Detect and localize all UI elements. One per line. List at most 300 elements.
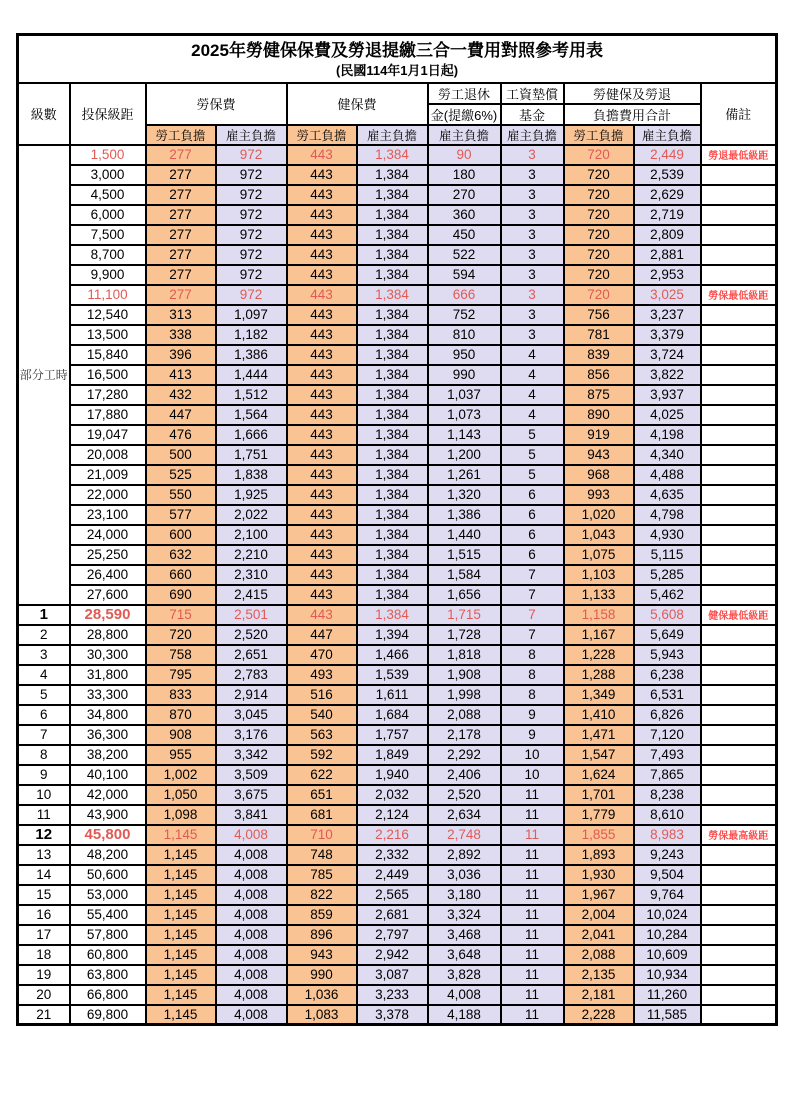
health-employer-cell: 1,611 bbox=[357, 685, 428, 705]
pension-header-line2: 金(提繳6%) bbox=[428, 104, 501, 125]
health-employer-cell: 1,384 bbox=[357, 565, 428, 585]
wage-fund-cell: 9 bbox=[501, 705, 564, 725]
level-cell: 13 bbox=[18, 845, 70, 865]
health-employer-cell: 1,684 bbox=[357, 705, 428, 725]
labor-employer-cell: 1,666 bbox=[216, 425, 287, 445]
wage-fund-cell: 6 bbox=[501, 545, 564, 565]
wage-fund-cell: 11 bbox=[501, 845, 564, 865]
labor-employee-cell: 908 bbox=[146, 725, 216, 745]
labor-employee-cell: 277 bbox=[146, 205, 216, 225]
total-employee-cell: 1,624 bbox=[564, 765, 634, 785]
total-employer-subheader: 雇主負擔 bbox=[634, 125, 701, 145]
wage-fund-cell: 4 bbox=[501, 345, 564, 365]
labor-employer-cell: 3,509 bbox=[216, 765, 287, 785]
labor-employee-cell: 1,145 bbox=[146, 945, 216, 965]
pension-cell: 810 bbox=[428, 325, 501, 345]
bracket-cell: 31,800 bbox=[70, 665, 146, 685]
bracket-cell: 11,100 bbox=[70, 285, 146, 305]
health-employer-subheader: 雇主負擔 bbox=[357, 125, 428, 145]
health-employer-cell: 2,332 bbox=[357, 845, 428, 865]
total-employee-cell: 2,088 bbox=[564, 945, 634, 965]
labor-employer-cell: 2,520 bbox=[216, 625, 287, 645]
health-employee-cell: 443 bbox=[287, 185, 357, 205]
labor-employer-cell: 2,651 bbox=[216, 645, 287, 665]
wage-fund-cell: 4 bbox=[501, 385, 564, 405]
bracket-cell: 38,200 bbox=[70, 745, 146, 765]
wage-fund-cell: 11 bbox=[501, 925, 564, 945]
labor-employer-cell: 2,210 bbox=[216, 545, 287, 565]
labor-employee-cell: 500 bbox=[146, 445, 216, 465]
note-cell bbox=[701, 585, 777, 605]
wage-fund-cell: 10 bbox=[501, 765, 564, 785]
total-employee-cell: 890 bbox=[564, 405, 634, 425]
bracket-cell: 28,590 bbox=[70, 605, 146, 625]
pension-cell: 752 bbox=[428, 305, 501, 325]
health-employer-cell: 1,384 bbox=[357, 205, 428, 225]
total-employer-cell: 8,983 bbox=[634, 825, 701, 845]
wage-fund-cell: 4 bbox=[501, 405, 564, 425]
level-cell: 6 bbox=[18, 705, 70, 725]
total-employee-cell: 1,043 bbox=[564, 525, 634, 545]
note-cell bbox=[701, 165, 777, 185]
total-employer-cell: 4,930 bbox=[634, 525, 701, 545]
table-row bbox=[18, 285, 777, 305]
table-row bbox=[18, 405, 777, 425]
health-employee-subheader: 勞工負擔 bbox=[287, 125, 357, 145]
total-employer-cell: 2,953 bbox=[634, 265, 701, 285]
labor-employer-cell: 972 bbox=[216, 265, 287, 285]
labor-employer-cell: 3,841 bbox=[216, 805, 287, 825]
total-employee-cell: 2,041 bbox=[564, 925, 634, 945]
note-cell: 勞保最低級距 bbox=[701, 285, 777, 305]
note-cell bbox=[701, 305, 777, 325]
table-row bbox=[18, 185, 777, 205]
total-employee-cell: 720 bbox=[564, 165, 634, 185]
pension-cell: 1,143 bbox=[428, 425, 501, 445]
labor-employee-cell: 1,145 bbox=[146, 985, 216, 1005]
pension-cell: 2,520 bbox=[428, 785, 501, 805]
health-employer-cell: 3,378 bbox=[357, 1005, 428, 1025]
health-employer-cell: 1,394 bbox=[357, 625, 428, 645]
total-employee-cell: 1,410 bbox=[564, 705, 634, 725]
title-cell bbox=[18, 35, 777, 83]
note-cell bbox=[701, 945, 777, 965]
wage-fund-cell: 3 bbox=[501, 265, 564, 285]
pension-cell: 594 bbox=[428, 265, 501, 285]
pension-cell: 2,748 bbox=[428, 825, 501, 845]
table-row bbox=[18, 345, 777, 365]
health-employee-cell: 592 bbox=[287, 745, 357, 765]
labor-employee-cell: 632 bbox=[146, 545, 216, 565]
labor-employee-cell: 432 bbox=[146, 385, 216, 405]
health-employer-cell: 1,384 bbox=[357, 405, 428, 425]
bracket-cell: 7,500 bbox=[70, 225, 146, 245]
labor-employer-cell: 3,045 bbox=[216, 705, 287, 725]
total-employee-cell: 919 bbox=[564, 425, 634, 445]
note-cell bbox=[701, 225, 777, 245]
total-employee-cell: 2,004 bbox=[564, 905, 634, 925]
level-cell: 16 bbox=[18, 905, 70, 925]
total-employee-cell: 720 bbox=[564, 185, 634, 205]
pension-cell: 1,715 bbox=[428, 605, 501, 625]
wage-fund-cell: 3 bbox=[501, 305, 564, 325]
health-employer-cell: 2,032 bbox=[357, 785, 428, 805]
table-row bbox=[18, 845, 777, 865]
health-employee-cell: 447 bbox=[287, 625, 357, 645]
wage-fund-cell: 7 bbox=[501, 605, 564, 625]
note-cell: 勞退最低級距 bbox=[701, 145, 777, 165]
total-employer-cell: 5,462 bbox=[634, 585, 701, 605]
wage-fund-cell: 8 bbox=[501, 665, 564, 685]
page-subtitle: (民國114年1月1日起) bbox=[336, 62, 459, 78]
level-cell: 12 bbox=[18, 825, 70, 845]
wage-fund-cell: 8 bbox=[501, 685, 564, 705]
labor-employer-subheader: 雇主負擔 bbox=[216, 125, 287, 145]
labor-employer-cell: 972 bbox=[216, 245, 287, 265]
table-row bbox=[18, 365, 777, 385]
labor-employee-cell: 955 bbox=[146, 745, 216, 765]
pension-cell: 1,728 bbox=[428, 625, 501, 645]
health-employer-cell: 1,384 bbox=[357, 505, 428, 525]
table-row bbox=[18, 925, 777, 945]
note-cell bbox=[701, 325, 777, 345]
total-employer-cell: 4,340 bbox=[634, 445, 701, 465]
total-employee-cell: 2,228 bbox=[564, 1005, 634, 1025]
bracket-cell: 20,008 bbox=[70, 445, 146, 465]
note-cell bbox=[701, 985, 777, 1005]
labor-employer-cell: 3,176 bbox=[216, 725, 287, 745]
pension-cell: 2,892 bbox=[428, 845, 501, 865]
labor-employee-cell: 476 bbox=[146, 425, 216, 445]
health-employee-cell: 443 bbox=[287, 405, 357, 425]
table-row bbox=[18, 985, 777, 1005]
health-employee-cell: 443 bbox=[287, 545, 357, 565]
health-employer-cell: 1,384 bbox=[357, 265, 428, 285]
labor-employee-cell: 1,145 bbox=[146, 865, 216, 885]
total-employee-cell: 781 bbox=[564, 325, 634, 345]
health-employee-cell: 710 bbox=[287, 825, 357, 845]
health-employer-cell: 1,384 bbox=[357, 465, 428, 485]
wage-fund-cell: 3 bbox=[501, 205, 564, 225]
note-cell bbox=[701, 245, 777, 265]
total-employer-cell: 3,724 bbox=[634, 345, 701, 365]
labor-employer-cell: 1,564 bbox=[216, 405, 287, 425]
labor-employer-cell: 972 bbox=[216, 145, 287, 165]
total-employer-cell: 6,826 bbox=[634, 705, 701, 725]
bracket-cell: 16,500 bbox=[70, 365, 146, 385]
note-cell: 勞保最高級距 bbox=[701, 825, 777, 845]
health-employee-cell: 443 bbox=[287, 205, 357, 225]
table-row bbox=[18, 305, 777, 325]
labor-employee-cell: 525 bbox=[146, 465, 216, 485]
total-employer-cell: 2,809 bbox=[634, 225, 701, 245]
table-row bbox=[18, 685, 777, 705]
health-employee-cell: 443 bbox=[287, 425, 357, 445]
total-employer-cell: 9,243 bbox=[634, 845, 701, 865]
health-employee-cell: 443 bbox=[287, 245, 357, 265]
health-employee-cell: 443 bbox=[287, 525, 357, 545]
health-employee-cell: 651 bbox=[287, 785, 357, 805]
total-employee-cell: 943 bbox=[564, 445, 634, 465]
total-header-line1: 勞健保及勞退 bbox=[564, 83, 701, 104]
total-employee-cell: 1,075 bbox=[564, 545, 634, 565]
wage-fund-cell: 5 bbox=[501, 425, 564, 445]
total-employer-cell: 10,609 bbox=[634, 945, 701, 965]
health-employee-cell: 443 bbox=[287, 285, 357, 305]
note-cell bbox=[701, 865, 777, 885]
labor-employer-cell: 1,751 bbox=[216, 445, 287, 465]
bracket-cell: 50,600 bbox=[70, 865, 146, 885]
total-employee-cell: 968 bbox=[564, 465, 634, 485]
table-row bbox=[18, 325, 777, 345]
total-employee-cell: 720 bbox=[564, 265, 634, 285]
health-employee-cell: 859 bbox=[287, 905, 357, 925]
total-employer-cell: 2,881 bbox=[634, 245, 701, 265]
total-employee-cell: 1,349 bbox=[564, 685, 634, 705]
total-employer-cell: 10,024 bbox=[634, 905, 701, 925]
total-employee-cell: 1,547 bbox=[564, 745, 634, 765]
health-employee-cell: 493 bbox=[287, 665, 357, 685]
health-employee-cell: 443 bbox=[287, 445, 357, 465]
health-employee-cell: 563 bbox=[287, 725, 357, 745]
health-employer-cell: 1,940 bbox=[357, 765, 428, 785]
bracket-cell: 57,800 bbox=[70, 925, 146, 945]
labor-employer-cell: 4,008 bbox=[216, 905, 287, 925]
total-employer-cell: 2,449 bbox=[634, 145, 701, 165]
note-cell: 健保最低級距 bbox=[701, 605, 777, 625]
labor-employer-cell: 4,008 bbox=[216, 985, 287, 1005]
labor-employer-cell: 4,008 bbox=[216, 865, 287, 885]
health-employee-cell: 785 bbox=[287, 865, 357, 885]
health-employee-cell: 443 bbox=[287, 565, 357, 585]
labor-employee-cell: 277 bbox=[146, 185, 216, 205]
level-cell: 7 bbox=[18, 725, 70, 745]
table-row bbox=[18, 1005, 777, 1025]
bracket-cell: 40,100 bbox=[70, 765, 146, 785]
table-row bbox=[18, 645, 777, 665]
bracket-cell: 34,800 bbox=[70, 705, 146, 725]
labor-employer-cell: 1,444 bbox=[216, 365, 287, 385]
labor-employer-cell: 2,914 bbox=[216, 685, 287, 705]
labor-employee-cell: 277 bbox=[146, 245, 216, 265]
wage-fund-employer-subheader: 雇主負擔 bbox=[501, 125, 564, 145]
level-cell: 5 bbox=[18, 685, 70, 705]
table-row bbox=[18, 425, 777, 445]
table-row bbox=[18, 225, 777, 245]
labor-employee-cell: 396 bbox=[146, 345, 216, 365]
total-employer-cell: 6,238 bbox=[634, 665, 701, 685]
health-employer-cell: 1,384 bbox=[357, 145, 428, 165]
total-employer-cell: 3,822 bbox=[634, 365, 701, 385]
pension-cell: 2,406 bbox=[428, 765, 501, 785]
total-employee-cell: 1,855 bbox=[564, 825, 634, 845]
health-employee-cell: 443 bbox=[287, 505, 357, 525]
labor-employee-cell: 577 bbox=[146, 505, 216, 525]
table-row bbox=[18, 945, 777, 965]
note-cell bbox=[701, 365, 777, 385]
labor-employee-cell: 1,050 bbox=[146, 785, 216, 805]
health-employer-cell: 1,384 bbox=[357, 285, 428, 305]
level-cell: 15 bbox=[18, 885, 70, 905]
labor-employee-cell: 600 bbox=[146, 525, 216, 545]
health-employee-cell: 681 bbox=[287, 805, 357, 825]
total-employee-cell: 756 bbox=[564, 305, 634, 325]
total-employer-cell: 5,608 bbox=[634, 605, 701, 625]
pension-employer-subheader: 雇主負擔 bbox=[428, 125, 501, 145]
pension-cell: 2,088 bbox=[428, 705, 501, 725]
labor-employee-cell: 277 bbox=[146, 285, 216, 305]
part-time-level-cell: 部分工時 bbox=[18, 145, 70, 605]
total-employer-cell: 5,649 bbox=[634, 625, 701, 645]
level-cell: 8 bbox=[18, 745, 70, 765]
health-employer-cell: 1,384 bbox=[357, 365, 428, 385]
total-employer-cell: 8,610 bbox=[634, 805, 701, 825]
total-employee-cell: 1,167 bbox=[564, 625, 634, 645]
wage-fund-cell: 11 bbox=[501, 985, 564, 1005]
health-employer-cell: 1,849 bbox=[357, 745, 428, 765]
note-header: 備註 bbox=[701, 83, 777, 145]
health-employer-cell: 1,466 bbox=[357, 645, 428, 665]
total-employee-cell: 720 bbox=[564, 225, 634, 245]
labor-employer-cell: 1,182 bbox=[216, 325, 287, 345]
table-row bbox=[18, 465, 777, 485]
level-cell: 14 bbox=[18, 865, 70, 885]
total-employer-cell: 9,504 bbox=[634, 865, 701, 885]
wage-fund-cell: 3 bbox=[501, 285, 564, 305]
labor-employer-cell: 4,008 bbox=[216, 925, 287, 945]
health-employer-cell: 2,942 bbox=[357, 945, 428, 965]
wage-fund-cell: 11 bbox=[501, 965, 564, 985]
labor-employee-cell: 277 bbox=[146, 265, 216, 285]
labor-employee-cell: 277 bbox=[146, 165, 216, 185]
total-employer-cell: 3,379 bbox=[634, 325, 701, 345]
total-employee-cell: 875 bbox=[564, 385, 634, 405]
note-cell bbox=[701, 885, 777, 905]
health-employer-cell: 1,384 bbox=[357, 445, 428, 465]
total-employer-cell: 4,635 bbox=[634, 485, 701, 505]
wage-fund-cell: 11 bbox=[501, 785, 564, 805]
labor-employee-cell: 1,002 bbox=[146, 765, 216, 785]
labor-employee-cell: 1,145 bbox=[146, 925, 216, 945]
labor-employee-cell: 550 bbox=[146, 485, 216, 505]
total-employee-cell: 720 bbox=[564, 205, 634, 225]
health-insurance-header: 健保費 bbox=[287, 83, 428, 125]
table-row bbox=[18, 245, 777, 265]
total-employee-cell: 1,893 bbox=[564, 845, 634, 865]
pension-cell: 3,648 bbox=[428, 945, 501, 965]
pension-cell: 1,908 bbox=[428, 665, 501, 685]
total-header-line2: 負擔費用合計 bbox=[564, 104, 701, 125]
pension-cell: 2,634 bbox=[428, 805, 501, 825]
health-employee-cell: 443 bbox=[287, 345, 357, 365]
note-cell bbox=[701, 745, 777, 765]
level-header: 級數 bbox=[18, 83, 70, 145]
total-employer-cell: 6,531 bbox=[634, 685, 701, 705]
wage-fund-cell: 9 bbox=[501, 725, 564, 745]
wage-fund-cell: 11 bbox=[501, 945, 564, 965]
level-cell: 10 bbox=[18, 785, 70, 805]
health-employer-cell: 1,757 bbox=[357, 725, 428, 745]
title-row bbox=[18, 35, 777, 83]
table-row bbox=[18, 585, 777, 605]
total-employer-cell: 11,260 bbox=[634, 985, 701, 1005]
labor-employee-cell: 1,098 bbox=[146, 805, 216, 825]
table-row bbox=[18, 485, 777, 505]
table-row bbox=[18, 745, 777, 765]
bracket-cell: 33,300 bbox=[70, 685, 146, 705]
health-employer-cell: 1,384 bbox=[357, 485, 428, 505]
page-title: 2025年勞健保保費及勞退提繳三合一費用對照參考用表 bbox=[191, 41, 603, 61]
wage-fund-cell: 7 bbox=[501, 565, 564, 585]
level-cell: 11 bbox=[18, 805, 70, 825]
pension-cell: 1,440 bbox=[428, 525, 501, 545]
table-row bbox=[18, 865, 777, 885]
health-employee-cell: 990 bbox=[287, 965, 357, 985]
total-employee-cell: 1,103 bbox=[564, 565, 634, 585]
health-employee-cell: 443 bbox=[287, 605, 357, 625]
note-cell bbox=[701, 405, 777, 425]
health-employer-cell: 2,216 bbox=[357, 825, 428, 845]
bracket-cell: 24,000 bbox=[70, 525, 146, 545]
labor-employer-cell: 2,783 bbox=[216, 665, 287, 685]
pension-cell: 1,073 bbox=[428, 405, 501, 425]
pension-cell: 3,468 bbox=[428, 925, 501, 945]
table-row bbox=[18, 145, 777, 165]
pension-cell: 522 bbox=[428, 245, 501, 265]
health-employer-cell: 1,384 bbox=[357, 325, 428, 345]
note-cell bbox=[701, 765, 777, 785]
total-employer-cell: 8,238 bbox=[634, 785, 701, 805]
total-employee-cell: 720 bbox=[564, 285, 634, 305]
total-employer-cell: 4,025 bbox=[634, 405, 701, 425]
note-cell bbox=[701, 385, 777, 405]
labor-employer-cell: 3,675 bbox=[216, 785, 287, 805]
table-row bbox=[18, 505, 777, 525]
labor-employer-cell: 972 bbox=[216, 285, 287, 305]
pension-cell: 990 bbox=[428, 365, 501, 385]
health-employer-cell: 1,384 bbox=[357, 245, 428, 265]
health-employer-cell: 2,797 bbox=[357, 925, 428, 945]
level-cell: 1 bbox=[18, 605, 70, 625]
table-row bbox=[18, 445, 777, 465]
health-employee-cell: 443 bbox=[287, 485, 357, 505]
total-employee-cell: 1,779 bbox=[564, 805, 634, 825]
total-employer-cell: 9,764 bbox=[634, 885, 701, 905]
table-row bbox=[18, 565, 777, 585]
labor-employee-cell: 447 bbox=[146, 405, 216, 425]
wage-fund-cell: 10 bbox=[501, 745, 564, 765]
note-cell bbox=[701, 1005, 777, 1025]
total-employee-cell: 1,701 bbox=[564, 785, 634, 805]
total-employee-cell: 1,158 bbox=[564, 605, 634, 625]
pension-cell: 4,008 bbox=[428, 985, 501, 1005]
total-employer-cell: 3,025 bbox=[634, 285, 701, 305]
wage-fund-cell: 3 bbox=[501, 225, 564, 245]
total-employee-cell: 1,288 bbox=[564, 665, 634, 685]
labor-employee-cell: 1,145 bbox=[146, 885, 216, 905]
total-employer-cell: 7,120 bbox=[634, 725, 701, 745]
labor-employee-cell: 413 bbox=[146, 365, 216, 385]
bracket-cell: 21,009 bbox=[70, 465, 146, 485]
labor-employee-cell: 870 bbox=[146, 705, 216, 725]
labor-employee-cell: 277 bbox=[146, 145, 216, 165]
labor-employee-cell: 720 bbox=[146, 625, 216, 645]
labor-employee-cell: 1,145 bbox=[146, 1005, 216, 1025]
total-employer-cell: 4,798 bbox=[634, 505, 701, 525]
total-employer-cell: 3,237 bbox=[634, 305, 701, 325]
wage-fund-cell: 7 bbox=[501, 625, 564, 645]
bracket-cell: 53,000 bbox=[70, 885, 146, 905]
